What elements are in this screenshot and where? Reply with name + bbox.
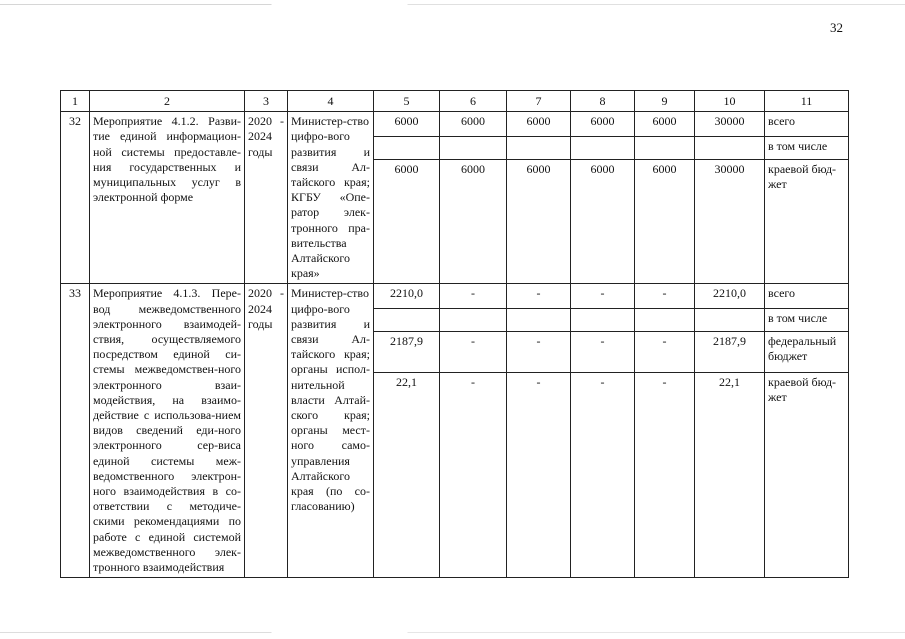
funding-source: в том числе xyxy=(765,136,849,159)
measure-title: Мероприятие 4.1.2. Разви-тие единой информацион-ной системы предоставле-ния государственных и муниципальных услуг в электронной форме xyxy=(90,112,245,284)
table-row xyxy=(61,284,849,308)
header-cell: 10 xyxy=(695,91,765,112)
header-row xyxy=(61,91,849,112)
value-total: 2210,0 xyxy=(695,284,765,308)
value-total: 30000 xyxy=(695,159,765,284)
value-total: 2187,9 xyxy=(695,332,765,373)
header-cell: 4 xyxy=(288,91,374,112)
value-cell xyxy=(374,308,440,331)
value-cell: - xyxy=(440,332,507,373)
value-cell: 6000 xyxy=(507,159,571,284)
value-cell: - xyxy=(507,284,571,308)
value-cell xyxy=(507,308,571,331)
header-cell: 3 xyxy=(245,91,288,112)
funding-source: всего xyxy=(765,284,849,308)
value-cell xyxy=(374,136,440,159)
value-cell xyxy=(635,308,695,331)
header-cell: 2 xyxy=(90,91,245,112)
page-number: 32 xyxy=(830,20,843,35)
value-total: 30000 xyxy=(695,112,765,136)
value-cell: 2187,9 xyxy=(374,332,440,373)
value-cell xyxy=(507,136,571,159)
value-cell: 2210,0 xyxy=(374,284,440,308)
funding-source: краевой бюд-жет xyxy=(765,159,849,284)
value-cell xyxy=(440,136,507,159)
value-cell: 6000 xyxy=(571,159,635,284)
value-cell xyxy=(571,308,635,331)
program-table xyxy=(60,90,849,578)
value-cell: 6000 xyxy=(440,112,507,136)
value-cell: - xyxy=(635,332,695,373)
executor: Министер-ство цифро-вого развития и связи Ал-тайского края; органы испол-нительной власти Алтай-ского края; органы мест-ного само-управления Алтайского края (по со-гласованию) xyxy=(288,284,374,578)
header-cell: 9 xyxy=(635,91,695,112)
value-cell: 6000 xyxy=(635,112,695,136)
header-cell: 6 xyxy=(440,91,507,112)
value-cell: 6000 xyxy=(507,112,571,136)
value-cell: - xyxy=(507,372,571,578)
value-cell xyxy=(635,136,695,159)
value-cell: - xyxy=(571,372,635,578)
value-cell: 6000 xyxy=(635,159,695,284)
funding-source: федеральный бюджет xyxy=(765,332,849,373)
value-cell: 6000 xyxy=(374,112,440,136)
value-cell: - xyxy=(440,372,507,578)
scan-artifact-top xyxy=(0,4,905,5)
row-number: 33 xyxy=(61,284,90,578)
executor: Министер-ство цифро-вого развития и связи Ал-тайского края; КГБУ «Опе-ратор элек-тронного пра-вительства Алтайского края» xyxy=(288,112,374,284)
header-cell: 8 xyxy=(571,91,635,112)
header-cell: 5 xyxy=(374,91,440,112)
value-cell: - xyxy=(440,284,507,308)
period: 2020 - 2024 годы xyxy=(245,284,288,578)
funding-source: краевой бюд-жет xyxy=(765,372,849,578)
value-cell: 6000 xyxy=(374,159,440,284)
measure-title: Мероприятие 4.1.3. Пере-вод межведомственного электронного взаимодей-ствия, осуществляемого посредством единой си-стемы межведомствен-ного электронного взаи-модействия, на взаимо-действие с использова-нием видов сведений еди-ного электронного сер-виса единой системы меж-ведомственного электрон-ного взаимодействия в со-ответствии с методиче-скими рекомендациями по работе с единой системой межведомственного элек-тронного взаимодействия xyxy=(90,284,245,578)
period: 2020 - 2024 годы xyxy=(245,112,288,284)
value-total xyxy=(695,308,765,331)
table-row xyxy=(61,112,849,136)
value-cell: 22,1 xyxy=(374,372,440,578)
value-cell: 6000 xyxy=(440,159,507,284)
header-cell: 11 xyxy=(765,91,849,112)
value-cell xyxy=(440,308,507,331)
funding-source: всего xyxy=(765,112,849,136)
value-cell: - xyxy=(571,284,635,308)
value-cell: - xyxy=(507,332,571,373)
value-total xyxy=(695,136,765,159)
header-cell: 7 xyxy=(507,91,571,112)
value-total: 22,1 xyxy=(695,372,765,578)
value-cell xyxy=(571,136,635,159)
value-cell: - xyxy=(635,372,695,578)
value-cell: - xyxy=(571,332,635,373)
scan-artifact-bottom xyxy=(0,632,905,633)
value-cell: - xyxy=(635,284,695,308)
row-number: 32 xyxy=(61,112,90,284)
value-cell: 6000 xyxy=(571,112,635,136)
header-cell: 1 xyxy=(61,91,90,112)
funding-source: в том числе xyxy=(765,308,849,331)
